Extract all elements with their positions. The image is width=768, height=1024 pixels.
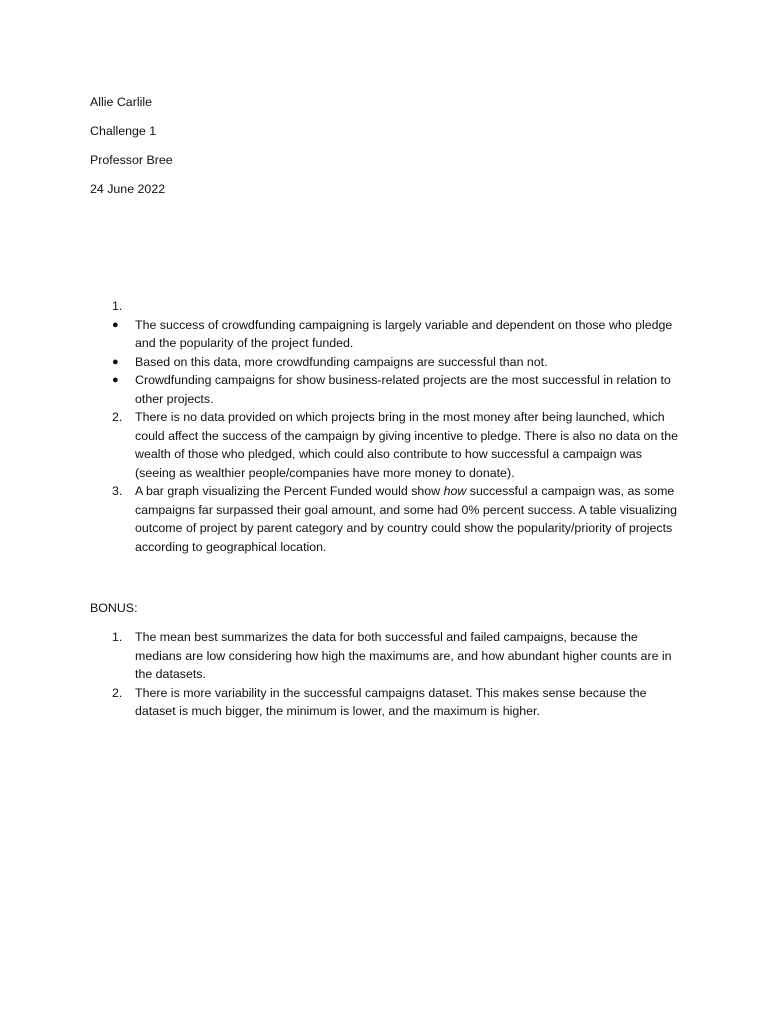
bullet-item xyxy=(90,316,680,353)
list-number: 2. xyxy=(112,410,123,424)
bonus-text: The mean best summarizes the data for both successful and failed campaigns, because the medians are low considering how high the maximums are, and how abundant higher counts are in the datasets. xyxy=(135,630,672,681)
answers-list xyxy=(90,297,680,556)
bullet-icon: ● xyxy=(112,374,119,386)
bullet-text: The success of crowdfunding campaigning is largely variable and dependent on those who pledge and the popularity of the project funded. xyxy=(135,317,673,350)
answer-item-2 xyxy=(90,408,680,482)
bullet-item xyxy=(90,353,680,372)
author-name: Allie Carlile xyxy=(90,95,152,109)
list-number: 3. xyxy=(112,484,123,498)
answer-item-1 xyxy=(90,297,680,316)
bonus-item-1 xyxy=(90,628,680,684)
document-date: 24 June 2022 xyxy=(90,182,166,196)
list-number: 1. xyxy=(112,299,123,313)
list-number: 1. xyxy=(112,630,123,644)
bonus-item-2 xyxy=(90,684,680,721)
answer-item-3 xyxy=(90,482,680,556)
bullet-icon: ● xyxy=(112,318,119,331)
bullet-icon: ● xyxy=(112,355,119,368)
bullet-item xyxy=(90,371,680,408)
answer-text: There is no data provided on which projects bring in the most money after being launched, which could affect the success of the campaign by giving incentive to pledge. There is also no data on the wealth of those who pledged, which could also contribute to how successful a campaign was (seeing as wealthier people/companies have more money to donate). xyxy=(135,410,679,480)
emphasis-text: how xyxy=(443,484,467,498)
bonus-heading: BONUS: xyxy=(90,601,138,615)
answer-text: A bar graph visualizing the Percent Funded would show how successful a campaign was, as some campaigns far surpassed their goal amount, and some had 0% percent success. A table visualizing outcome of project by parent category and by country could show the popularity/priority of projects according to geographical location. xyxy=(135,484,678,554)
assignment-title: Challenge 1 xyxy=(90,124,157,138)
bonus-text: There is more variability in the successful campaigns dataset. This makes sense because the dataset is much bigger, the minimum is lower, and the maximum is higher. xyxy=(135,685,647,718)
professor-name: Professor Bree xyxy=(90,153,173,167)
bullet-text: Crowdfunding campaigns for show business-related projects are the most successful in relation to other projects. xyxy=(135,373,671,406)
bullet-text: Based on this data, more crowdfunding campaigns are successful than not. xyxy=(135,354,548,369)
bonus-list xyxy=(90,628,680,721)
list-number: 2. xyxy=(112,685,123,700)
